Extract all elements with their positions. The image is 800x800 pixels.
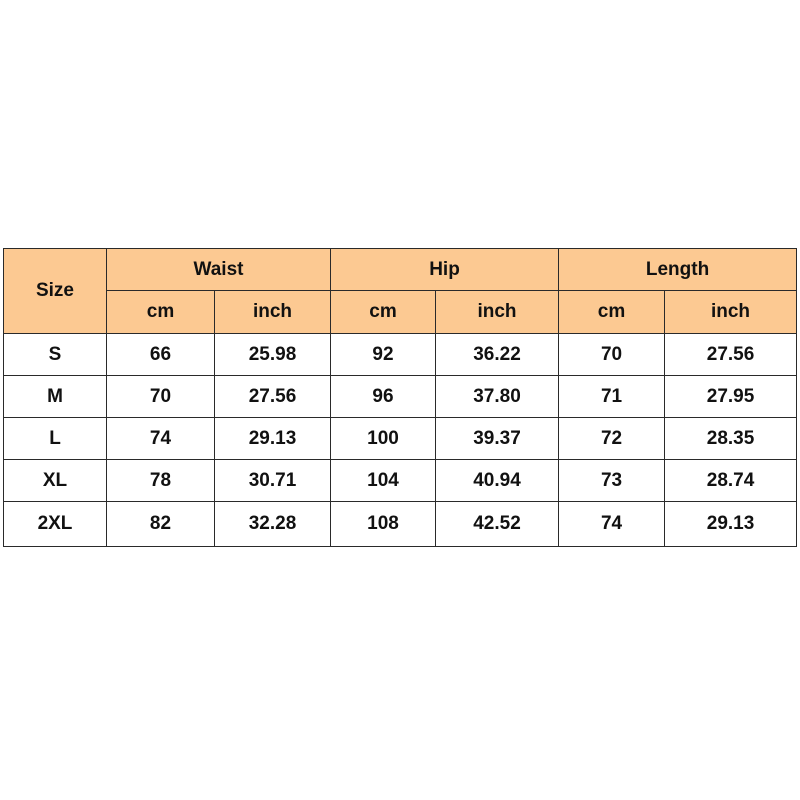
hip-inch-header: inch [436,291,559,334]
header-row-units [4,291,797,334]
waist-inch-cell: 25.98 [215,334,331,376]
waist-inch-cell: 32.28 [215,502,331,547]
waist-cm-cell: 66 [107,334,215,376]
waist-cm-cell: 78 [107,460,215,502]
table-row [4,502,797,547]
waist-cm-header: cm [107,291,215,334]
length-inch-cell: 27.95 [665,376,797,418]
hip-cm-cell: 104 [331,460,436,502]
length-cm-cell: 71 [559,376,665,418]
hip-inch-cell: 39.37 [436,418,559,460]
length-cm-cell: 72 [559,418,665,460]
length-cm-cell: 74 [559,502,665,547]
hip-header: Hip [331,249,559,291]
length-header: Length [559,249,797,291]
hip-cm-cell: 108 [331,502,436,547]
hip-inch-cell: 42.52 [436,502,559,547]
hip-inch-cell: 40.94 [436,460,559,502]
size-cell: M [4,376,107,418]
header-row-groups [4,249,797,291]
waist-header: Waist [107,249,331,291]
length-inch-header: inch [665,291,797,334]
length-cm-header: cm [559,291,665,334]
size-cell: 2XL [4,502,107,547]
size-header: Size [4,249,107,334]
length-inch-cell: 28.35 [665,418,797,460]
hip-cm-cell: 100 [331,418,436,460]
size-chart-table [3,248,797,547]
table-row [4,376,797,418]
table-row [4,418,797,460]
length-inch-cell: 28.74 [665,460,797,502]
table-row [4,460,797,502]
hip-cm-cell: 96 [331,376,436,418]
hip-cm-cell: 92 [331,334,436,376]
table-body [4,334,797,547]
waist-inch-cell: 27.56 [215,376,331,418]
hip-inch-cell: 36.22 [436,334,559,376]
length-inch-cell: 27.56 [665,334,797,376]
waist-cm-cell: 70 [107,376,215,418]
table-row [4,334,797,376]
hip-cm-header: cm [331,291,436,334]
size-cell: XL [4,460,107,502]
size-cell: L [4,418,107,460]
waist-inch-cell: 29.13 [215,418,331,460]
length-inch-cell: 29.13 [665,502,797,547]
waist-inch-cell: 30.71 [215,460,331,502]
waist-inch-header: inch [215,291,331,334]
hip-inch-cell: 37.80 [436,376,559,418]
length-cm-cell: 73 [559,460,665,502]
waist-cm-cell: 74 [107,418,215,460]
length-cm-cell: 70 [559,334,665,376]
waist-cm-cell: 82 [107,502,215,547]
size-cell: S [4,334,107,376]
